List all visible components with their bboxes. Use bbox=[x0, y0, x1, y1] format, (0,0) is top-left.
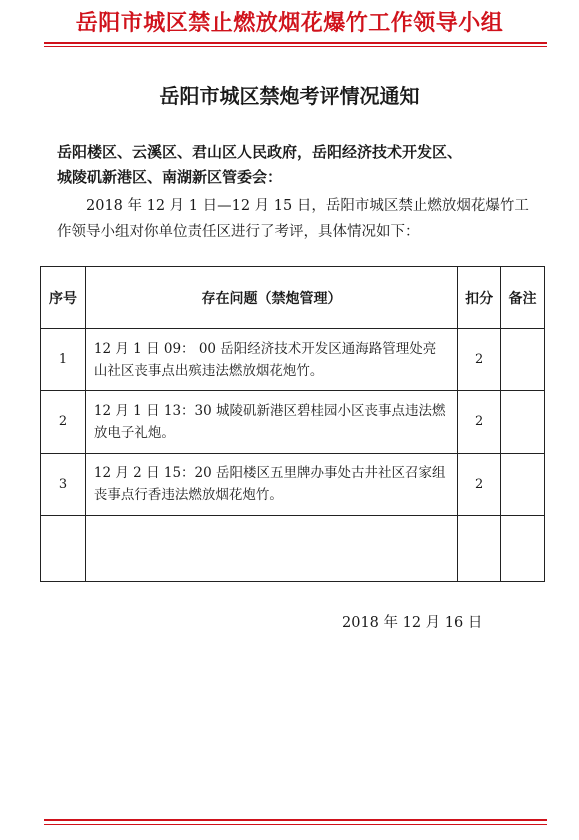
header-deduct: 扣分 bbox=[458, 267, 501, 329]
row-issue: 12 月 1 日 09： 00 岳阳经济技术开发区通海路管理处亮山社区丧事点出殡违法燃放烟花炮竹。 bbox=[85, 329, 457, 391]
row-remark bbox=[501, 391, 545, 453]
row-remark bbox=[501, 453, 545, 515]
header-rule-thin bbox=[44, 46, 547, 47]
table-row bbox=[41, 453, 545, 515]
table-header-row bbox=[41, 267, 545, 329]
row-issue bbox=[85, 515, 457, 581]
header-issue: 存在问题（禁炮管理） bbox=[85, 267, 457, 329]
addressee-block bbox=[57, 140, 547, 190]
issues-table bbox=[40, 266, 545, 582]
row-num: 1 bbox=[41, 329, 86, 391]
row-deduct: 2 bbox=[458, 329, 501, 391]
footer-rule-thin bbox=[44, 824, 547, 825]
row-num: 3 bbox=[41, 453, 86, 515]
row-issue: 12 月 1 日 13：30 城陵矶新港区碧桂园小区丧事点违法燃放电子礼炮。 bbox=[85, 391, 457, 453]
org-header: 岳阳市城区禁止燃放烟花爆竹工作领导小组 bbox=[75, 10, 504, 36]
row-issue: 12 月 2 日 15：20 岳阳楼区五里牌办事处古井社区召家组丧事点行香违法燃放烟花炮竹。 bbox=[85, 453, 457, 515]
row-num bbox=[41, 515, 86, 581]
row-deduct: 2 bbox=[458, 453, 501, 515]
body-paragraph: 2018 年 12 月 1 日—12 月 15 日，岳阳市城区禁止燃放烟花爆竹工作领导小组对你单位责任区进行了考评，具体情况如下： bbox=[57, 198, 529, 240]
addressee-line-1: 岳阳楼区、云溪区、君山区人民政府，岳阳经济技术开发区、 bbox=[57, 143, 463, 161]
row-remark bbox=[501, 515, 545, 581]
footer-rule-thick bbox=[44, 819, 547, 821]
row-remark bbox=[501, 329, 545, 391]
header-remark: 备注 bbox=[501, 267, 545, 329]
table-row bbox=[41, 329, 545, 391]
addressee-line-2: 城陵矶新港区、南湖新区管委会： bbox=[57, 168, 283, 186]
header-rule-thick bbox=[44, 42, 547, 44]
header-num: 序号 bbox=[41, 267, 86, 329]
row-num: 2 bbox=[41, 391, 86, 453]
table-row-empty bbox=[41, 515, 545, 581]
document-date: 2018 年 12 月 16 日 bbox=[342, 615, 483, 631]
row-deduct: 2 bbox=[458, 391, 501, 453]
row-deduct bbox=[458, 515, 501, 581]
table-row bbox=[41, 391, 545, 453]
document-title: 岳阳市城区禁炮考评情况通知 bbox=[159, 84, 420, 108]
